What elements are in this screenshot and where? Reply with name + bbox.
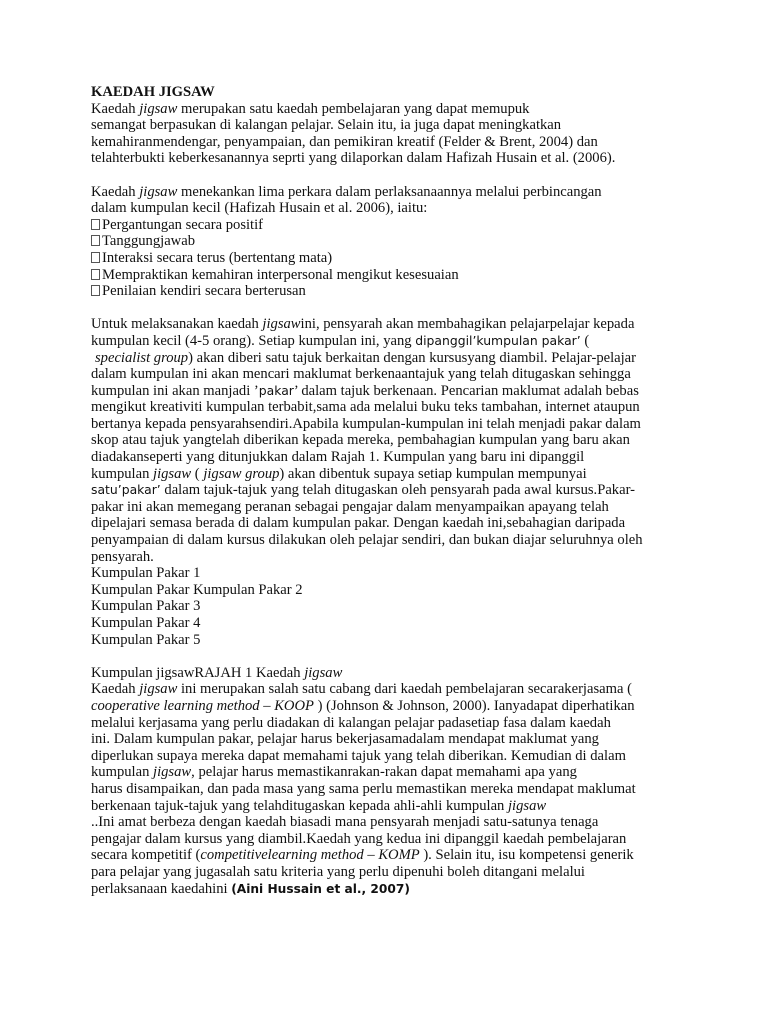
figure-label: Kumpulan Pakar 5	[91, 631, 201, 648]
text-run: secara kompetitif (	[91, 847, 201, 864]
text-run-sans: satu’pakar’	[91, 482, 161, 498]
text-line: telahterbukti keberkesanannya seprti yang dilaporkan dalam Hafizah Husain et al. (2006).	[91, 150, 616, 167]
figure-label: Kumpulan Pakar 4	[91, 615, 201, 631]
paragraph-intro	[91, 101, 731, 167]
paragraph-implementation	[91, 316, 731, 565]
text-line	[91, 383, 731, 400]
text-run-sans: pakar	[258, 382, 294, 398]
text-run: ) akan diberi satu tajuk berkaitan dengan kursusyang diambil. Pelajar-pelajar	[188, 349, 637, 366]
italic-term: jigsaw	[508, 797, 547, 814]
text-line	[91, 333, 731, 350]
italic-term: jigsaw	[153, 465, 192, 482]
italic-term: specialist group	[95, 349, 189, 366]
missing-glyph-bullet-icon	[91, 269, 100, 280]
list-item	[91, 283, 731, 300]
text-line	[91, 698, 731, 715]
text-line	[91, 101, 731, 118]
italic-term: jigsaw	[139, 100, 178, 117]
text-line	[91, 681, 731, 698]
text-run: menekankan lima perkara dalam perlaksanaannya melalui perbincangan	[177, 183, 602, 200]
text-line: dalam kumpulan kecil (Hafizah Husain et al. 2006), iaitu:	[91, 200, 428, 217]
bullet-list	[91, 217, 731, 300]
text-line	[91, 482, 731, 499]
text-run: ini, pensyarah akan membahagikan pelajarpelajar kepada	[300, 316, 635, 333]
text-line	[91, 316, 731, 333]
text-line: dipelajari semasa berada di dalam kumpulan pakar. Dengan kaedah ini,sebahagian daripada	[91, 515, 626, 532]
italic-term: jigsaw group	[203, 465, 280, 482]
list-item-label: Interaksi secara terus (bertentang mata)	[102, 249, 333, 266]
figure-caption	[91, 665, 731, 682]
text-line	[91, 881, 731, 898]
list-item-label: Pergantungan secara positif	[102, 216, 264, 233]
text-run: ini merupakan salah satu cabang dari kaedah pembelajaran secarakerjasama (	[177, 681, 632, 698]
text-line: dalam kumpulan ini akan mencari maklumat berkenaantajuk yang telah ditugaskan sehingga	[91, 366, 631, 383]
text-line: harus disampaikan, dan pada masa yang sama perlu memastikan mereka mendapat maklumat	[91, 780, 636, 797]
document-page	[91, 84, 731, 897]
text-line: skop atau tajuk yangtelah diberikan kepada mereka, pembahagian kumpulan yang baru akan	[91, 432, 630, 449]
text-run: (	[191, 465, 204, 482]
text-line: mengikut kreativiti kumpulan terbabit,sama ada melalui buku teks tambahan, internet ataupun	[91, 399, 640, 416]
text-run-sans: dipanggil’kumpulan pakar’	[415, 332, 581, 348]
figure-labels	[91, 565, 731, 648]
paragraph-gap	[91, 167, 731, 184]
text-run: berkenaan tajuk-tajuk yang telahditugaskan kepada ahli-ahli kumpulan	[91, 797, 508, 814]
text-run: Kaedah	[91, 681, 140, 698]
text-line	[91, 466, 731, 483]
text-line: semangat berpasukan di kalangan pelajar. Selain itu, ia juga dapat meningkatkan	[91, 117, 562, 134]
text-run: kumpulan	[91, 465, 154, 482]
text-line: penyampaian di dalam kursus dilakukan oleh pelajar sendiri, dan bukan diajar seluruhnya oleh	[91, 532, 643, 549]
paragraph-gap	[91, 648, 731, 665]
paragraph-cooperative	[91, 681, 731, 897]
list-item-label: Tanggungjawab	[102, 233, 195, 250]
text-line: diperlukan supaya mereka dapat memahami tajuk yang telah diberikan. Kemudian di dalam	[91, 747, 626, 764]
text-line: para pelajar yang jugasalah satu kriteria yang perlu dipenuhi boleh ditangani melalui	[91, 863, 585, 880]
italic-term: jigsaw	[262, 316, 301, 333]
text-run: kumpulan	[91, 764, 154, 781]
figure-label: Kumpulan Pakar 1	[91, 565, 201, 582]
italic-term: jigsaw	[153, 764, 192, 781]
text-line	[91, 184, 731, 201]
text-run: ) akan dibentuk supaya setiap kumpulan mempunyai	[279, 465, 587, 482]
text-run: dalam tajuk-tajuk yang telah ditugaskan oleh pensyarah pada awal kursus.Pakar-	[160, 482, 636, 499]
italic-term: jigsaw	[139, 183, 178, 200]
text-line	[91, 798, 731, 815]
missing-glyph-bullet-icon	[91, 235, 100, 246]
text-line: pengajar dalam kursus yang diambil.Kaedah yang kedua ini dipanggil kaedah pembelajaran	[91, 830, 627, 847]
list-item	[91, 217, 731, 234]
text-run: kumpulan kecil (4-5 orang). Setiap kumpulan ini, yang	[91, 332, 416, 349]
text-run: kumpulan ini akan manjadi ’	[91, 382, 259, 399]
text-line: bertanya kepada pensyarahsendiri.Apabila kumpulan-kumpulan ini telah menjadi pakar dalam	[91, 415, 641, 432]
missing-glyph-bullet-icon	[91, 285, 100, 296]
text-line: pakar ini akan memegang peranan sebagai pengajar dalam menyampaikan apayang telah	[91, 498, 609, 515]
text-line: pensyarah.	[91, 548, 154, 565]
list-item	[91, 250, 731, 267]
italic-term: competitivelearning method – KOMP	[200, 847, 420, 864]
text-line: kemahiranmendengar, penyampaian, dan pemikiran kreatif (Felder & Brent, 2004) dan	[91, 133, 598, 150]
text-run: , pelajar harus memastikanrakan-rakan dapat memahami apa yang	[191, 764, 577, 781]
text-run: ’ dalam tajuk berkenaan. Pencarian maklumat adalah bebas	[293, 382, 639, 399]
paragraph-gap	[91, 300, 731, 317]
text-run: ) (Johnson & Johnson, 2000). Ianyadapat diperhatikan	[313, 697, 635, 714]
text-line: ini. Dalam kumpulan pakar, pelajar harus bekerjasamadalam mendapat maklumat yang	[91, 731, 599, 748]
text-run: perlaksanaan kaedahini	[91, 880, 232, 897]
list-item-label: Mempraktikan kemahiran interpersonal mengikut kesesuaian	[102, 266, 459, 283]
missing-glyph-bullet-icon	[91, 252, 100, 263]
text-line: diadakanseperti yang ditunjukkan dalam Rajah 1. Kumpulan yang baru ini dipanggil	[91, 449, 585, 466]
missing-glyph-bullet-icon	[91, 219, 100, 230]
text-run: Kumpulan jigsawRAJAH 1 Kaedah	[91, 664, 305, 681]
list-item	[91, 267, 731, 284]
list-item	[91, 233, 731, 250]
text-run: (	[580, 332, 590, 349]
paragraph-five-elements	[91, 184, 731, 217]
list-item-label: Penilaian kendiri secara berterusan	[102, 283, 306, 300]
text-line: ..Ini amat berbeza dengan kaedah biasadi mana pensyarah menjadi satu-satunya tenaga	[91, 814, 599, 831]
text-line: melalui kerjasama yang perlu diadakan di kalangan pelajar padasetiap fasa dalam kaedah	[91, 714, 611, 731]
citation: (Aini Hussain et al., 2007)	[231, 881, 410, 896]
text-line	[91, 350, 731, 367]
italic-term: cooperative learning method – KOOP	[91, 697, 314, 714]
text-run: merupakan satu kaedah pembelajaran yang dapat memupuk	[177, 100, 530, 117]
text-run: Untuk melaksanakan kaedah	[91, 316, 263, 333]
figure-label: Kumpulan Pakar Kumpulan Pakar 2	[91, 581, 303, 598]
text-run: ). Selain itu, isu kompetensi generik	[419, 847, 634, 864]
section-title: KAEDAH JIGSAW	[91, 84, 215, 100]
italic-term: jigsaw	[304, 664, 343, 681]
text-line	[91, 847, 731, 864]
figure-label: Kumpulan Pakar 3	[91, 598, 201, 615]
italic-term: jigsaw	[139, 681, 178, 698]
text-run: Kaedah	[91, 183, 140, 200]
text-line	[91, 764, 731, 781]
text-run: Kaedah	[91, 100, 140, 117]
